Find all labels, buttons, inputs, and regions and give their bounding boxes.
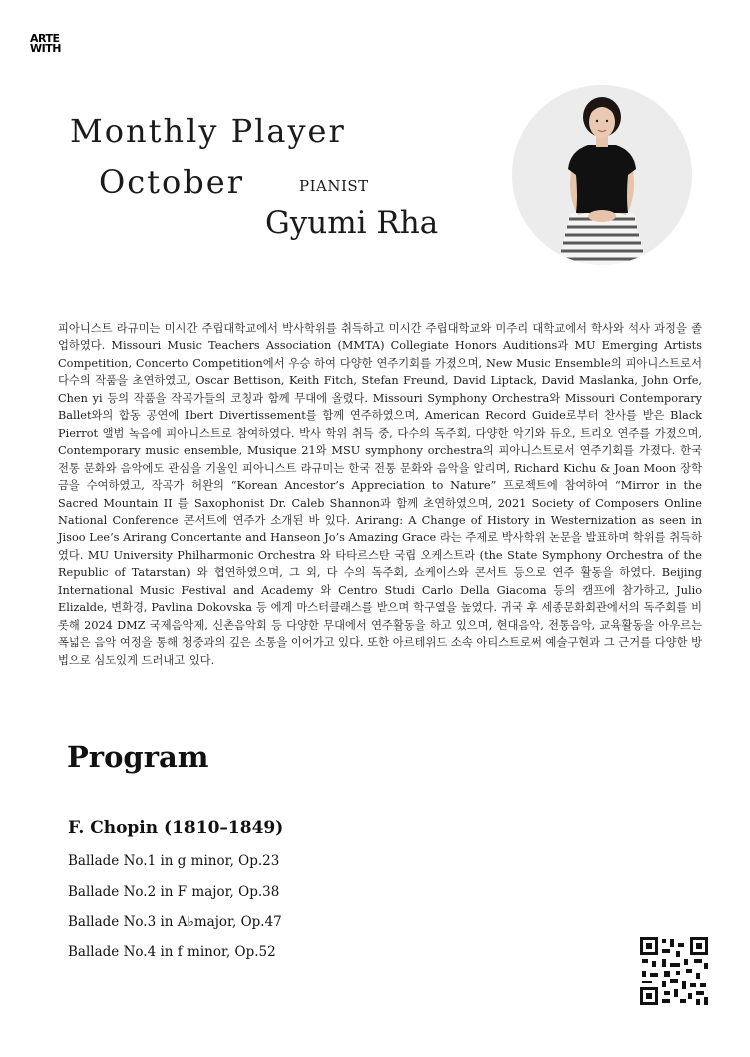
performer-portrait — [512, 85, 692, 265]
logo-line-2: WITH — [30, 42, 61, 55]
program-composer: F. Chopin (1810–1849) — [68, 818, 284, 838]
artewith-logo — [30, 34, 61, 54]
title-month: October — [99, 163, 244, 201]
title-monthly-player: Monthly Player — [70, 112, 346, 150]
portrait-illustration — [512, 85, 692, 265]
program-heading: Program — [67, 740, 209, 774]
program-piece: Ballade No.3 in A♭major, Op.47 — [68, 914, 282, 930]
performer-name: Gyumi Rha — [265, 205, 439, 241]
logo-line-1: ARTE — [30, 32, 60, 45]
program-piece: Ballade No.4 in f minor, Op.52 — [68, 944, 276, 960]
performer-role: PIANIST — [299, 177, 369, 195]
program-piece: Ballade No.1 in g minor, Op.23 — [68, 853, 280, 869]
qr-code[interactable] — [638, 935, 710, 1007]
program-piece: Ballade No.2 in F major, Op.38 — [68, 884, 280, 900]
qr-code-graphic — [638, 935, 710, 1007]
biography-text: 피아니스트 라규미는 미시간 주립대학교에서 박사학위를 취득하고 미시간 주립대학교와 미주리 대학교에서 학사와 석사 과정을 졸업하였다. Missouri Music Teachers Association (MMTA) Collegiate Honors Auditions과 MU Emerging Artists Competition, Concerto Competition에서 우승 하여 다양한 연주기회를 가졌으며, New Music Ensemble의 피아니스트로서 다수의 작품을 초연하였고, Oscar Bettison, Keith Fitch, Stefan Freund, David Liptack, David Maslanka, John Orfe, Chen yi 등의 작품을 작곡가들의 코칭과 함께 무대에 올렸다. Missouri Symphony Orchestra와 Missouri Contemporary Ballet와의 합동 공연에 Ibert Divertissement를 함께 연주하였으며, American Record Guide로부터 찬사를 받은 Black Pierrot 앨범 녹음에 피아니스트로 참여하였다. 박사 학위 취득 중, 다수의 독주회, 다양한 악기와 듀오, 트리오 연주를 가졌으며, Contemporary music ensemble, Musique 21와 MSU symphony orchestra의 피아니스트로서 연주기회를 가졌다. 한국 전통 문화와 음악에도 관심을 기울인 피아니스트 라규미는 한국 전통 문화와 음악을 알리며, Richard Kichu & Joan Moon 장학금을 수여하였고, 작곡가 허완의 “Korean Ancestor’s Appreciation to Nature” 프로젝트에 참여하여 “Mirror in the Sacred Mountain II 를 Saxophonist Dr. Caleb Shannon과 함께 초연하였으며, 2021 Society of Composers Online National Conference 콘서트에 연주가 소개된 바 있다. Arirang: A Change of History in Westernization as seen in Jisoo Lee’s Arirang Concertante and Hanseon Jo’s Amazing Grace 라는 주제로 박사학위 논문을 발표하며 학위를 취득하였다. MU University Philharmonic Orchestra 와 타타르스탄 국립 오케스트라 (the State Symphony Orchestra of the Republic of Tatarstan) 와 협연하였으며, 그 외, 다 수의 독주회, 쇼케이스와 콘서트 등으로 연주 활동을 하였다. Beijing International Music Festival and Academy 와 Centro Studi Carlo Della Giacoma 등의 캠프에 참가하고, Julio Elizalde, 변화경, Pavlina Dokovska 등 에게 마스터클래스를 받으며 학구열을 높였다. 귀국 후 세종문화회관에서의 독주회를 비롯해 2024 DMZ 국제음악제, 신촌음악회 등 다양한 무대에서 연주활동을 하고 있으며, 현대음악, 전통음악, 교육활동을 아우르는 폭넓은 음악 여정을 통해 청중과의 깊은 소통을 이어가고 있다. 또한 아르테위드 소속 아티스트로써 예술구현과 그 근거를 다양한 방법으로 심도있게 드러내고 있다. — [58, 322, 702, 667]
